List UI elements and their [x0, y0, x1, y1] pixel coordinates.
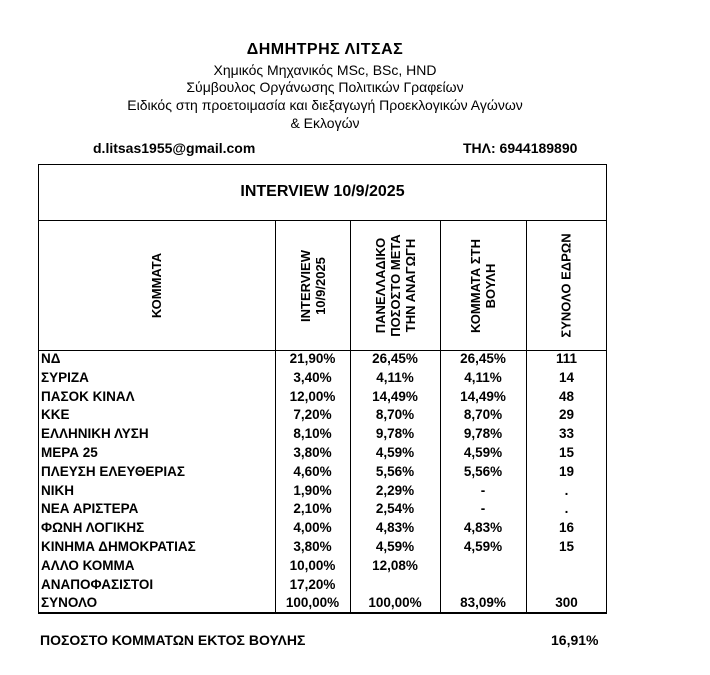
column-header-interview: [275, 221, 350, 350]
national-share-value: 2,54%: [375, 501, 415, 517]
seats-value: 300: [555, 595, 578, 611]
column-header-national-share: [350, 221, 440, 350]
parliament-share-value: 14,49%: [460, 388, 506, 404]
interview-value: 21,90%: [289, 351, 336, 366]
seats-value: 16: [558, 520, 575, 536]
parliament-share-value: 4,11%: [464, 369, 502, 385]
interview-value: 12,00%: [289, 388, 336, 404]
seats-value: 29: [558, 407, 575, 423]
party-name: ΑΝΑΠΟΦΑΣΙΣΤΟΙ: [41, 576, 154, 592]
party-name: ΑΛΛΟ ΚΟΜΜΑ: [41, 557, 135, 573]
interview-value: 10,00%: [289, 557, 336, 573]
table-row: [38, 463, 607, 482]
party-name: ΝΕΑ ΑΡΙΣΤΕΡΑ: [41, 501, 139, 517]
author-title-line-2: Σύμβουλος Οργάνωσης Πολιτικών Γραφείων: [186, 79, 464, 95]
national-share-value: 12,08%: [372, 557, 418, 573]
interview-value: 3,80%: [293, 539, 332, 554]
seats-value: 33: [558, 426, 575, 442]
table-row: [38, 538, 607, 557]
table-row: [38, 406, 607, 425]
phone-number: ΤΗΛ: 6944189890: [463, 140, 578, 156]
party-name: ΝΙΚΗ: [41, 482, 74, 498]
column-header-parliament-parties: [440, 221, 526, 350]
table-row: [38, 425, 607, 444]
table-row: [38, 388, 607, 407]
national-share-value: 14,49%: [372, 388, 418, 404]
seats-value: 15: [558, 539, 575, 554]
parliament-share-value: 26,45%: [460, 351, 506, 366]
interview-value: 2,10%: [293, 501, 332, 517]
parliament-share-value: 5,56%: [463, 463, 503, 479]
interview-value: 3,80%: [293, 445, 332, 460]
seats-value: [526, 557, 607, 576]
column-header-line: ΠΑΝΕΛΛΑΔΙΚΟ: [372, 237, 388, 334]
table-row: [38, 482, 607, 501]
parliament-share-value: [440, 576, 526, 595]
table-row: [38, 594, 607, 613]
seats-value: .: [564, 482, 569, 498]
table-title: INTERVIEW 10/9/2025: [38, 164, 607, 221]
parliament-share-value: 4,59%: [463, 445, 503, 460]
parliament-share-value: 4,59%: [463, 539, 503, 554]
national-share-value: 4,11%: [376, 369, 414, 385]
parliament-share-value: 8,70%: [463, 407, 503, 423]
party-name: ΜΕΡΑ 25: [41, 445, 98, 460]
party-name: ΣΥΝΟΛΟ: [41, 595, 98, 611]
party-name: ΝΔ: [41, 351, 61, 366]
party-name: ΦΩΝΗ ΛΟΓΙΚΗΣ: [41, 520, 145, 536]
national-share-value: 100,00%: [368, 595, 422, 611]
interview-value: 3,40%: [293, 369, 332, 385]
seats-value: 48: [558, 388, 575, 404]
column-header-line: ΣΥΝΟΛΟ ΕΔΡΩΝ: [559, 233, 575, 338]
column-header-line: INTERVIEW: [297, 249, 313, 322]
national-share-value: 26,45%: [372, 351, 418, 366]
party-name: ΚΙΝΗΜΑ ΔΗΜΟΚΡΑΤΙΑΣ: [41, 539, 196, 554]
party-name: ΣΥΡΙΖΑ: [41, 369, 89, 385]
interview-value: 7,20%: [293, 407, 332, 423]
column-header-line: ΠΟΣΟΣΤΟ ΜΕΤΑ: [387, 234, 403, 337]
seats-value: 14: [558, 369, 575, 385]
seats-value: 15: [558, 445, 575, 460]
table-row: [38, 444, 607, 463]
table-row: [38, 369, 607, 388]
parliament-share-value: -: [480, 501, 486, 517]
parliament-share-value: 9,78%: [463, 426, 503, 442]
interview-value: 100,00%: [285, 595, 340, 611]
column-header-line: ΤΗΝ ΑΝΑΓΩΓΗ: [402, 238, 418, 333]
column-header-total-seats: [526, 221, 607, 350]
national-share-value: 4,59%: [375, 445, 415, 460]
table-row: [38, 519, 607, 538]
table-row: [38, 576, 607, 595]
author-name: ΔΗΜΗΤΡΗΣ ΛΙΤΣΑΣ: [246, 41, 404, 58]
party-name: ΕΛΛΗΝΙΚΗ ΛΥΣΗ: [41, 426, 149, 442]
interview-value: 1,90%: [293, 482, 332, 498]
national-share-value: 8,70%: [375, 407, 415, 423]
parliament-share-value: [440, 557, 526, 576]
seats-value: 111: [555, 351, 578, 366]
table-bottom-line: [38, 613, 607, 614]
author-title-line-4: & Εκλογών: [290, 115, 360, 131]
table-row: [38, 350, 607, 369]
national-share-value: 2,29%: [375, 482, 415, 498]
national-share-value: [350, 576, 440, 595]
email-address: d.litsas1955@gmail.com: [93, 140, 256, 156]
party-name: ΠΑΣΟΚ ΚΙΝΑΛ: [41, 388, 135, 404]
table-row: [38, 500, 607, 519]
interview-value: 17,20%: [289, 576, 336, 592]
column-header-line: ΒΟΥΛΗ: [483, 263, 499, 308]
author-title-line-1: Χημικός Μηχανικός MSc, BSc, HND: [213, 62, 437, 78]
party-name: ΠΛΕΥΣΗ ΕΛΕΥΘΕΡΙΑΣ: [41, 463, 185, 479]
author-title-line-3: Ειδικός στη προετοιμασία και διεξαγωγή Προεκλογικών Αγώνων: [127, 97, 523, 113]
outside-parliament-label: ΠΟΣΟΣΤΟ ΚΟΜΜΑΤΩΝ ΕΚΤΟΣ ΒΟΥΛΗΣ: [40, 632, 306, 648]
column-header-parties: [38, 221, 275, 350]
parliament-share-value: 4,83%: [463, 520, 503, 536]
seats-value: .: [564, 501, 569, 517]
column-header-line: ΚΟΜΜΑΤΑ: [149, 252, 164, 319]
outside-parliament-value: 16,91%: [551, 632, 599, 648]
national-share-value: 4,83%: [375, 520, 415, 536]
interview-value: 4,00%: [293, 520, 332, 536]
table-row: [38, 557, 607, 576]
national-share-value: 5,56%: [375, 463, 415, 479]
parliament-share-value: 83,09%: [460, 595, 506, 611]
national-share-value: 9,78%: [375, 426, 415, 442]
seats-value: 19: [558, 463, 575, 479]
national-share-value: 4,59%: [375, 539, 415, 554]
party-name: ΚΚΕ: [41, 407, 70, 423]
interview-value: 4,60%: [293, 463, 332, 479]
interview-value: 8,10%: [293, 426, 332, 442]
parliament-share-value: -: [480, 482, 486, 498]
column-header-line: 10/9/2025: [312, 256, 328, 315]
column-header-line: ΚΟΜΜΑΤΑ ΣΤΗ: [468, 238, 484, 333]
seats-value: [526, 576, 607, 595]
